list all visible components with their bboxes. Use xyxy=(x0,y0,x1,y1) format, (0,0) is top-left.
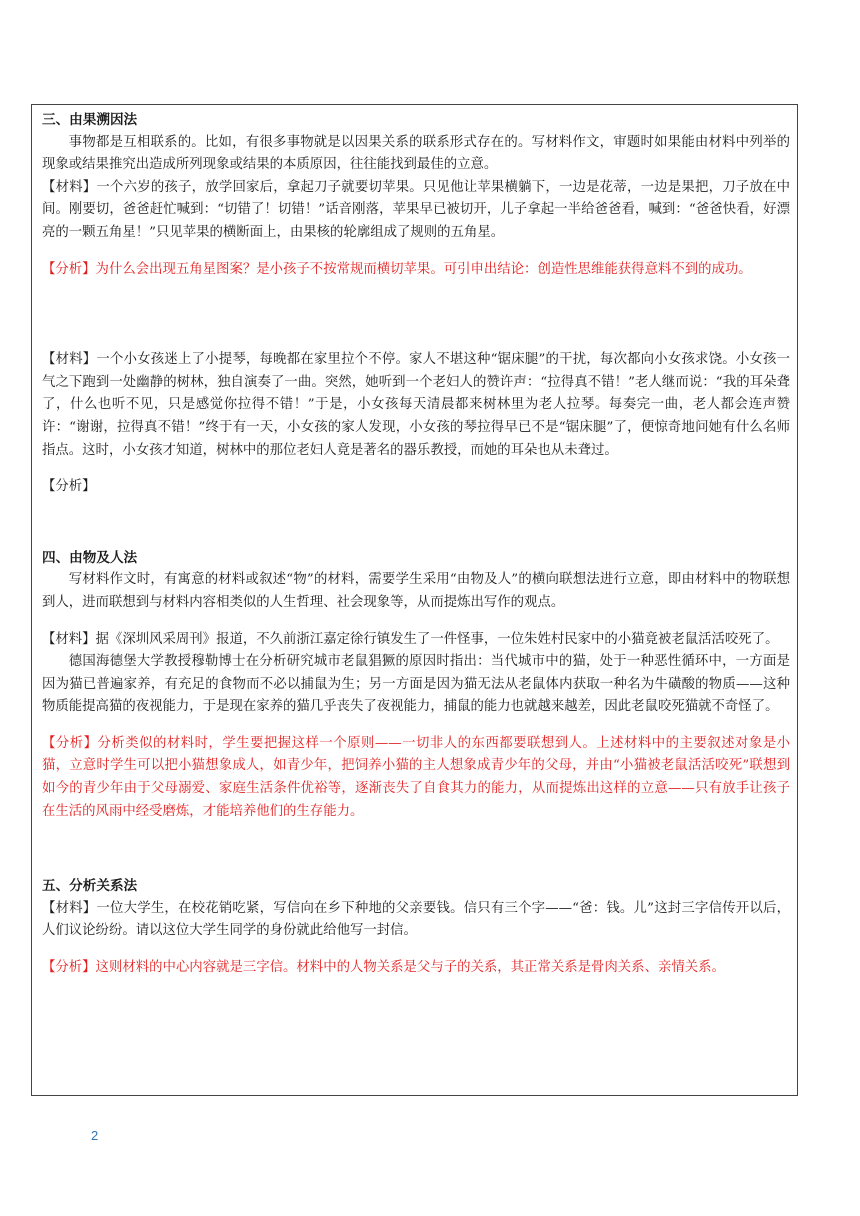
section-3-material-1: 【材料】一个六岁的孩子，放学回家后，拿起刀子就要切苹果。只见他让苹果横躺下，一边是花蒂，一边是果把，刀子放在中间。刚要切，爸爸赶忙喊到：“切错了！切错！”话音刚落，苹果早已被切开，儿子拿起一半给爸爸看，喊到：“爸爸快看，好漂亮的一颗五角星！”只见苹果的横断面上，由果核的轮廓组成了规则的五角星。 xyxy=(42,179,790,240)
section-4-analysis: 【分析】分析类似的材料时，学生要把握这样一个原则——一切非人的东西都要联想到人。上述材料中的主要叙述对象是小猫，立意时学生可以把小猫想象成人，如青少年，把饲养小猫的主人想象成青少年的父母，并由“小猫被老鼠活活咬死”联想到如今的青少年由于父母溺爱、家庭生活条件优裕等，逐渐丧失了自食其力的能力，从而提炼出这样的立意——只有放手让孩子在生活的风雨中经受磨炼，才能培养他们的生存能力。 xyxy=(42,735,790,819)
section-4-material-cont: 德国海德堡大学教授穆勒博士在分析研究城市老鼠猖獗的原因时指出：当代城市中的猫，处于一种恶性循环中，一方面是因为猫已普遍家养，有充足的食物而不必以捕鼠为生；另一方面是因为猫无法从老鼠体内获取一种名为牛磺酸的物质——这种物质能提高猫的夜视能力，于是现在家养的猫几乎丧失了夜视能力，捕鼠的能力也就越来越差，因此老鼠咬死猫就不奇怪了。 xyxy=(42,654,790,715)
section-4-intro: 写材料作文时，有寓意的材料或叙述“物”的材料，需要学生采用“由物及人”的横向联想法进行立意，即由材料中的物联想到人，进而联想到与材料内容相类似的人生哲理、社会现象等，从而提炼出写作的观点。 xyxy=(42,572,790,610)
section-3-material-2: 【材料】一个小女孩迷上了小提琴，每晚都在家里拉个不停。家人不堪这种“锯床腿”的干扰，每次都向小女孩求饶。小女孩一气之下跑到一处幽静的树林，独自演奏了一曲。突然，她听到一个老妇人的赞许声：“拉得真不错！”老人继而说：“我的耳朵聋了，什么也听不见，只是感觉你拉得不错！”于是，小女孩每天清晨都来树林里为老人拉琴。每奏完一曲，老人都会连声赞许：“谢谢，拉得真不错！”终于有一天，小女孩的家人发现，小女孩的琴拉得早已不是“锯床腿”了，便惊奇地问她有什么名师指点。这时，小女孩才知道，树林中的那位老妇人竟是著名的器乐教授，而她的耳朵也从未聋过。 xyxy=(42,352,790,458)
document-body xyxy=(42,109,790,980)
section-heading-5: 五、分析关系法 xyxy=(42,878,138,895)
section-heading-3: 三、由果溯因法 xyxy=(42,112,138,128)
page-number: 2 xyxy=(91,1128,99,1143)
section-5-material: 【材料】一位大学生，在校花销吃紧，写信向在乡下种地的父亲要钱。信只有三个字——“爸：钱。儿”这封三字信传开以后，人们议论纷纷。请以这位大学生同学的身份就此给他写一封信。 xyxy=(42,900,790,939)
section-3-intro: 事物都是互相联系的。比如，有很多事物就是以因果关系的联系形式存在的。写材料作文，审题时如果能由材料中列举的现象或结果推究出造成所列现象或结果的本质原因，往往能找到最佳的立意。 xyxy=(42,134,790,173)
section-5-analysis: 【分析】这则材料的中心内容就是三字信。材料中的人物关系是父与子的关系，其正常关系是骨肉关系、亲情关系。 xyxy=(42,960,725,976)
content-frame xyxy=(31,104,798,1096)
section-3-analysis-1: 【分析】为什么会出现五角星图案？是小孩子不按常规而横切苹果。可引申出结论：创造性思维能获得意料不到的成功。 xyxy=(42,261,752,277)
section-heading-4: 四、由物及人法 xyxy=(42,549,138,566)
section-4-material: 【材料】据《深圳风采周刊》报道，不久前浙江嘉定徐行镇发生了一件怪事，一位朱姓村民家中的小猫竟被老鼠活活咬死了。 xyxy=(42,631,779,647)
section-3-analysis-2: 【分析】 xyxy=(42,479,96,495)
